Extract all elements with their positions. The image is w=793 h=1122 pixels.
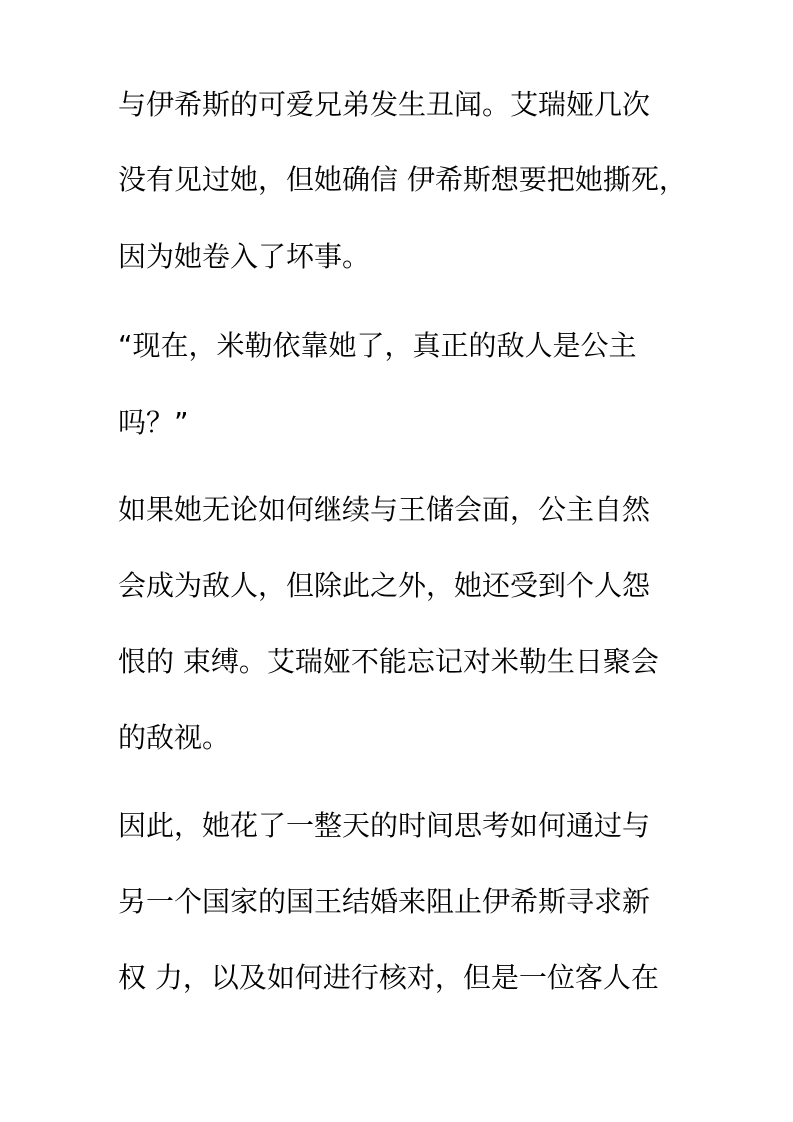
text-line: “现在，米勒依靠她了，真正的敌人是公主 (118, 329, 637, 362)
text-line: 恨的 束缚。艾瑞娅不能忘记对米勒生日聚会 (118, 645, 659, 678)
text-line: 因为她卷入了坏事。 (118, 240, 371, 273)
text-line: 与伊希斯的可爱兄弟发生丑闻。艾瑞娅几次 (118, 88, 651, 121)
text-line: 没有见过她，但她确信 伊希斯想要把她撕死， (118, 163, 687, 196)
text-line: 另一个国家的国王结婚来阻止伊希斯寻求新 (118, 885, 651, 918)
text-line: 因此，她花了一整天的时间思考如何通过与 (118, 809, 651, 842)
text-line: 吗？” (118, 406, 189, 439)
text-line: 的敌视。 (118, 721, 231, 754)
text-line: 权 力，以及如何进行核对，但是一位客人在 (118, 961, 659, 994)
text-line: 会成为敌人，但除此之外，她还受到个人怨 (118, 569, 651, 602)
text-line: 如果她无论如何继续与王储会面，公主自然 (118, 493, 651, 526)
